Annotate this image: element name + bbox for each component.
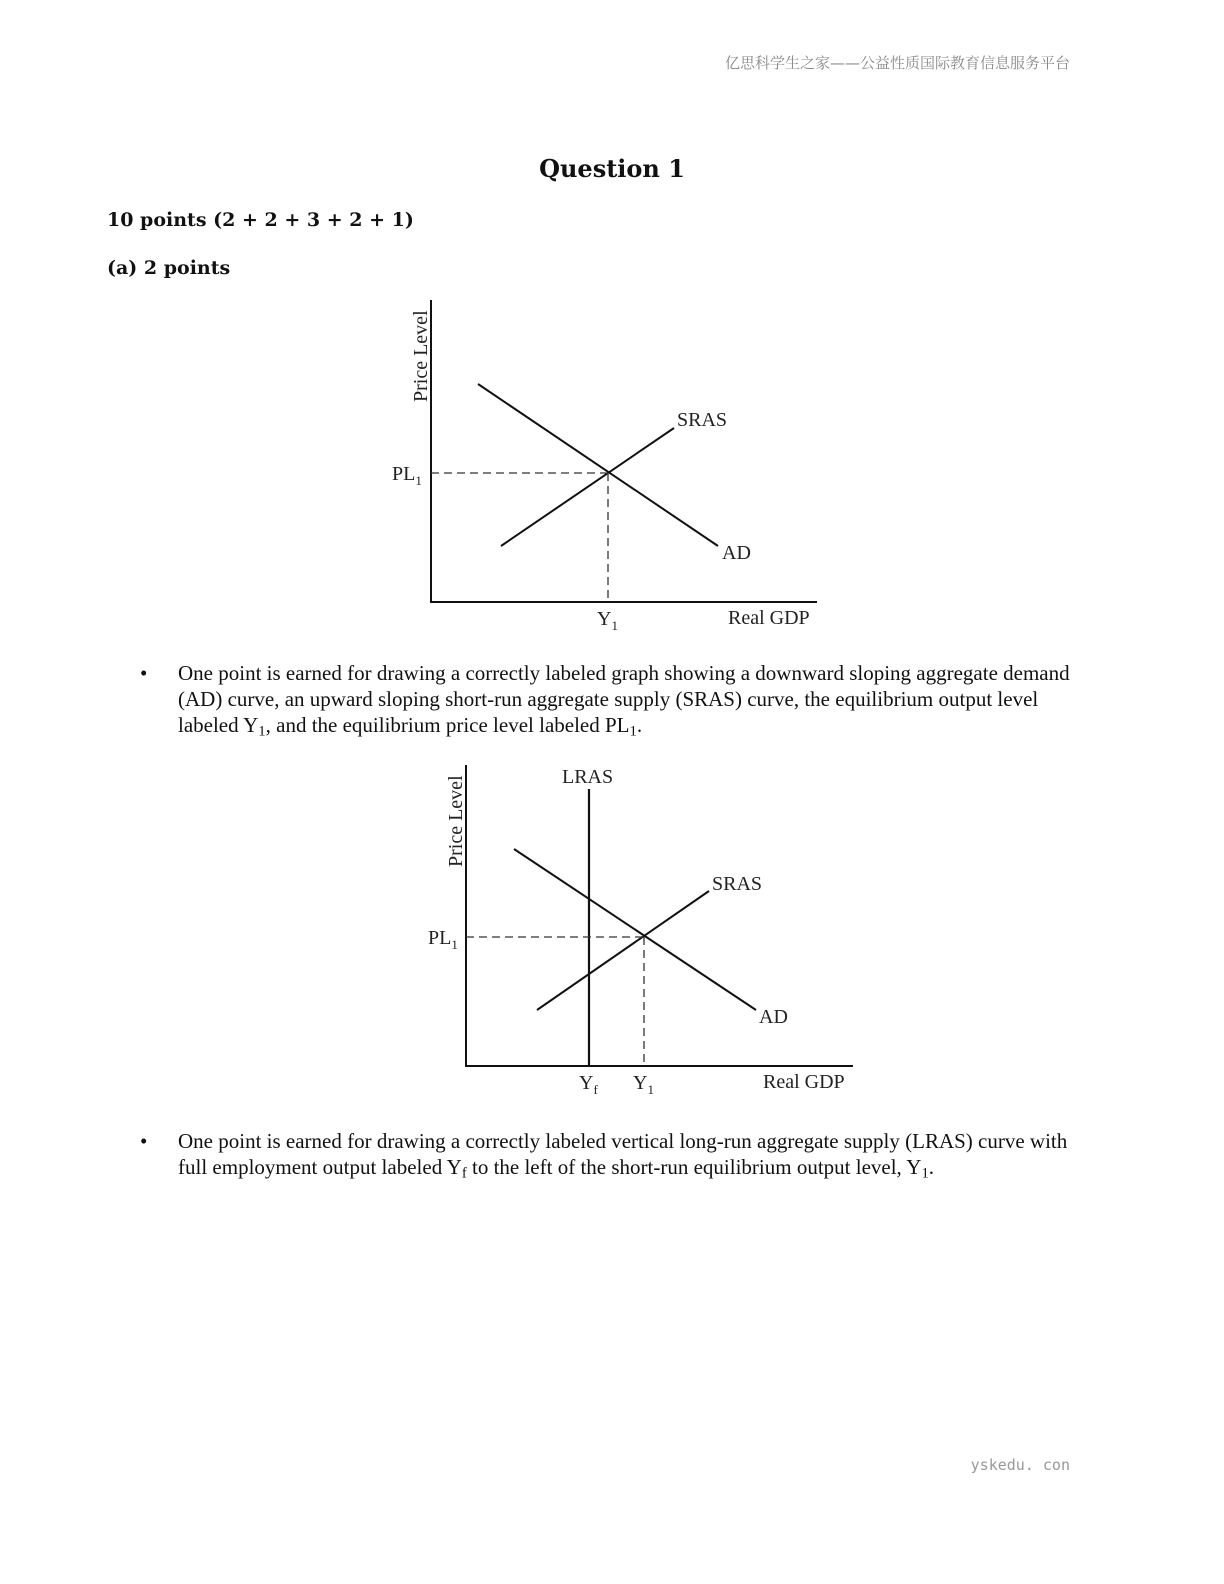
y-axis-label: Price Level [445,775,467,867]
sras-label: SRAS [677,409,728,431]
output-label: $Y_1$ [633,1072,654,1097]
bullet-1-text: One point is earned for drawing a correctly labeled graph showing a downward sloping aggregate demand (AD) curve, an upward sloping short-run aggregate supply (SRAS) curve, the equilibrium output level labeled $Y_1$, and the equilibrium price level labeled $PL_1$. [178,661,1070,740]
question-title: Question 1 [539,154,685,183]
part-a-heading: (a) 2 points [107,257,231,279]
bullet-2-text: One point is earned for drawing a correctly labeled vertical long-run aggregate supply (LRAS) curve with full employment output labeled $Y_f$ to the left of the short-run equilibrium output level, $Y_1$. [178,1129,1068,1182]
y-axis-label: Price Level [410,310,432,402]
sras-curve [537,891,709,1010]
lras-graph [415,758,865,1103]
points-breakdown: 10 points (2 + 2 + 3 + 2 + 1) [107,209,414,231]
ad-label: AD [759,1006,788,1028]
price-level-label: $PL_1$ [392,463,422,488]
header-watermark: 亿思科学生之家——公益性质国际教育信息服务平台 [724,54,1070,72]
full-output-label: $Y_f$ [579,1072,598,1097]
x-axis-label: Real GDP [728,607,810,629]
ad-label: AD [722,542,751,564]
sras-label: SRAS [712,873,763,895]
output-label: $Y_1$ [597,608,618,633]
bullet-2-symbol: • [140,1129,148,1153]
footer-site: yskedu. con [970,1456,1070,1474]
ad-sras-graph [380,295,840,640]
bullet-1-symbol: • [140,661,148,685]
price-level-label: $PL_1$ [428,927,458,952]
lras-label: LRAS [562,766,614,788]
sras-curve [501,428,674,546]
x-axis-label: Real GDP [763,1071,845,1093]
